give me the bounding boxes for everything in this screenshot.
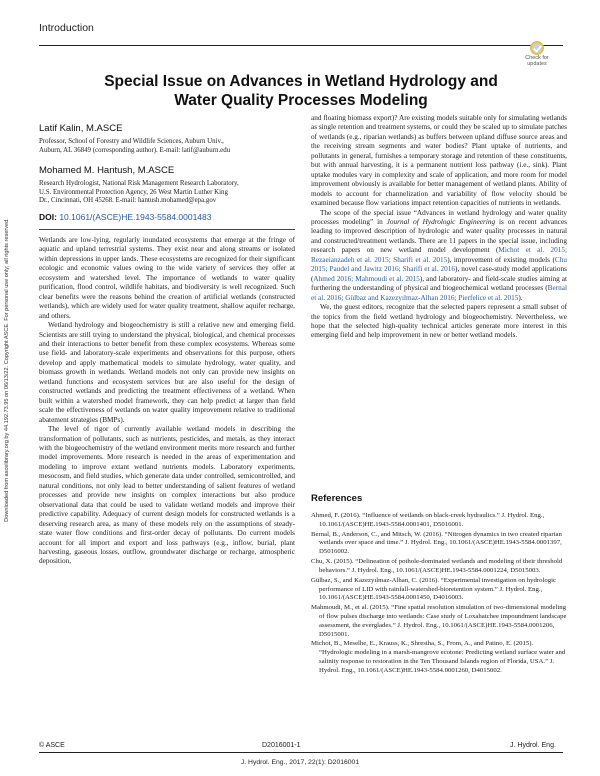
author-affiliation-1 [39,138,295,155]
paragraph-3: The level of rigor of currently available wetland models in describing the transformation of pollutants, such as nutrients, pesticides, and metals, as they interact with the biogeochemistry of the wetland environment merits more research and further model improvements. More research is needed in the areas of experimentation and modeling to improve extant wetland nutrients models. Laboratory experiments, mesocosm, and field studies, which generate data under controlled, semicontrolled, and natural conditions, not only lead to better understanding of salient features of wetland processes and provide new insights on complex interactions but also produce observational data that could be used to validate wetland models and improve their predictive capability. Adequacy of current design models for constructed wetlands is a deserving research area, as many of these models rely on the assumptions of steady-state water flow conditions and first-order decay of pollutants. Do current models account for all import and export and loss pathways (e.g., inflow, burial, plant harvesting, gaseous losses, outflow, groundwater discharge or recharge, atmospheric deposition, [39,425,295,566]
author-affiliation-2 [39,180,295,206]
citation-link-3[interactable]: Ahmed 2016; Mahmoudi et al. 2015 [313,274,420,283]
p5-text-2: is on recent advances leading to improved description of hydrologic and water quality processes in natural and constructed/treatment wetlands. There are 11 papers in the special issue, including research papers on new wetland model development ( [311,217,567,255]
paragraph-4: and floating biomass export)? Are existing models suitable only for simulating wetlands as single retention and treatment systems, or could they be scaled up to simulate patches of wetlands (e.g., riparian wetlands) as buffers between upland diffuse source areas and the receiving stream segments and water bodies? Plant uptake of nutrients, and pollutants in general, furnishes a temporary storage and retention of these constituents, but with annual harvesting, it is a permanent nutrient loss pathway (i.e., sink). Plant uptake modules vary in complexity and scale of application, and more room for model improvement obviously is available for better management of wetland plants. Ability of models to account for channelization and variability of flow velocity should be examined because flow variations impact retention capacities of nutrients in wetlands. [311,114,567,208]
doi-label: DOI: [39,212,57,222]
check-for-updates-badge[interactable] [519,41,555,69]
paragraph-1: Wetlands are low-lying, regularly inundated ecosystems that emerge at the fringe of aquatic and upland terrestrial systems. They exist near and along streams or isolated within depressions in upper lands. These ecosystems are recognized for their significant ecologic and economic values owing to the wide variety of services they offer at ecosystem and watershed level. The importance of wetlands to water quality purification, flood control, wildlife habitats, and biodiversity is well recognized. Such clear benefits were the reasons behind the creation of artificial wetlands (constructed wetlands), which are widely used for water quality treatment, shallow aquifer recharge, and others. [39,236,295,320]
p5-text-1: The scope of the special issue “Advances in wetland hydrology and water quality processes modeling” in [311,208,567,226]
paragraph-2: Wetland hydrology and biogeochemistry is still a relative new and emerging field. Scientists are still trying to understand the physical, biological, and chemical processes and their interactions to better benefit from these complex ecosystems. Whereas some use field- and laboratory-scale experiments and observations for this purpose, others develop and apply mathematical models to simulate hydrology, water quality, and biomass growth in wetlands. Wetland models not only can provide new insights on wetland functions and ecosystem services but are also useful for the design of constructed wetlands and predicting the treatment effectiveness of a wetland. When built within a watershed model framework, they can help predict at larger than field scale the effectiveness of wetlands on water quality improvement relative to traditional abatement strategies (BMPs). [39,321,295,424]
reference-item[interactable]: Michot, B., Meselhe, E., Krauss, K., Shrestha, S., From, A., and Patino, E. (2015). “Hydrologic modeling in a marsh-mangrove ecotone: Predicting wetland surface water and salinity response to restoration in the Ten Thousand Islands region of Florida, USA.” J. Hydrol. Eng., 10.1061/(ASCE)HE.1943-5584.0001260, D4015002. [311,640,566,674]
affiliation-1-line-2: Auburn, AL 36849 (corresponding author). E-mail: latif@auburn.edu [39,146,231,154]
p5-text-3: ), improvement of existing models ( [447,255,555,264]
citation-link-4[interactable]: Bernal et al. 2016; Gülbaz and Kazezyılmaz-Alhan 2016; Pierfelice et al. 2015 [311,284,567,302]
title-line-1: Special Issue on Advances in Wetland Hydrology and [104,73,498,90]
download-notice-text: Downloaded from ascelibrary.org by 44.192.73.95 on 06/13/22. Copyright ASCE. For personal use only; all rights reserved. [4,218,10,522]
reference-item[interactable]: Mahmoudi, M., et al. (2015). “Fine spatial resolution simulation of two-dimensional modeling of flow pulses discharge into wetlands: Case study of Loxahatchee impoundment landscape assessment, the everglades.” J. Hydrol. Eng., 10.1061/(ASCE)HE.1943-5584.0001206, D5015001. [311,604,567,638]
footer-rule [39,752,563,753]
reference-item[interactable]: Ahmed, F. (2016). “Influence of wetlands on black-creek hydraulics.” J. Hydrol. Eng., 10.1061/(ASCE)HE.1943-5584.0001401, D5016001. [311,512,545,528]
author-name-2: Mohamed M. Hantush, M.ASCE [39,165,175,176]
affiliation-2-line-1: Research Hydrologist, National Risk Management Research Laboratory, [39,180,239,187]
download-notice [2,110,12,630]
citation-link-1[interactable]: Michot et al. 2015; Rezaeianzadeh et al. 2015; Sharifi et al. 2015 [311,246,567,264]
references-list [311,512,567,677]
affiliation-2-line-3: Dr., Cincinnati, OH 45268. E-mail: hantush.mohamed@epa.gov [39,197,217,205]
p5-text-4: ), novel case-study model applications ( [311,265,567,283]
badge-text-1: Check for [525,55,549,61]
section-label: Introduction [39,22,94,34]
footer-journal: J. Hydrol. Eng. [510,742,556,749]
left-column-body [39,236,295,567]
journal-name: Journal of Hydrologic Engineering [386,217,496,226]
paragraph-5 [311,209,567,304]
doi-line [39,212,212,222]
doi-link[interactable]: 10.1061/(ASCE)HE.1943-5584.0001483 [59,212,212,222]
footer-citation: J. Hydrol. Eng., 2017, 22(1): D2016001 [240,759,360,766]
header-rule [39,45,563,46]
p5-text-6: ). [518,293,523,302]
check-updates-icon [530,41,544,55]
footer-copyright: © ASCE [39,742,65,749]
right-column-body [311,114,567,341]
title-line-2: Water Quality Processes Modeling [174,92,428,109]
reference-item[interactable]: Bernal, B., Anderson, C., and Mitsch, W. (2016). “Nitrogen dynamics in two created riparian wetlands over space and time.” J. Hydrol. Eng., 10.1061/(ASCE)HE.1943-5584.0001397, D5016002. [311,530,562,556]
affiliation-1-line-1: Professor, School of Forestry and Wildlife Sciences, Auburn Univ., [39,138,224,145]
citation-link-2[interactable]: Chu 2015; Paudel and Jawitz 2016; Sharifi et al. 2016 [311,255,567,274]
doi-rule [39,229,295,230]
references-heading: References [311,493,363,504]
author-name-1: Latif Kalin, M.ASCE [39,123,123,134]
reference-item[interactable]: Gülbaz, S., and Kazezyılmaz-Alhan, C. (2016). “Experimental investigation on hydrologic performance of LID with rainfall-watershed-bioretention system.” J. Hydrol. Eng., 10.1061/(ASCE)HE.1943-5584.0001450, D4016003. [311,576,556,602]
reference-item[interactable]: Chu, X. (2015). “Delineation of pothole-dominated wetlands and modeling of their threshold behaviors.” J. Hydrol. Eng., 10.1061/(ASCE)HE.1943-5584.0001224, D5015003. [311,558,563,574]
badge-text-2: updates [527,61,547,67]
affiliation-2-line-2: U.S. Environmental Protection Agency, 26 West Martin Luther King [39,188,228,196]
paragraph-6: We, the guest editors, recognize that the selected papers represent a small subset of the topics from the field wetland hydrology and biogeochemistry. Nevertheless, we hope that the selected high-quality technical articles generate more interest in this emerging field and help improvement in new or better wetland models. [311,303,567,340]
article-title [39,72,563,110]
p5-text-5: ), and laboratory- and field-scale studies aiming at furthering the understanding of physical and biogeochemical wetland processes ( [311,274,568,293]
footer-page-id: D2016001-1 [262,742,301,749]
